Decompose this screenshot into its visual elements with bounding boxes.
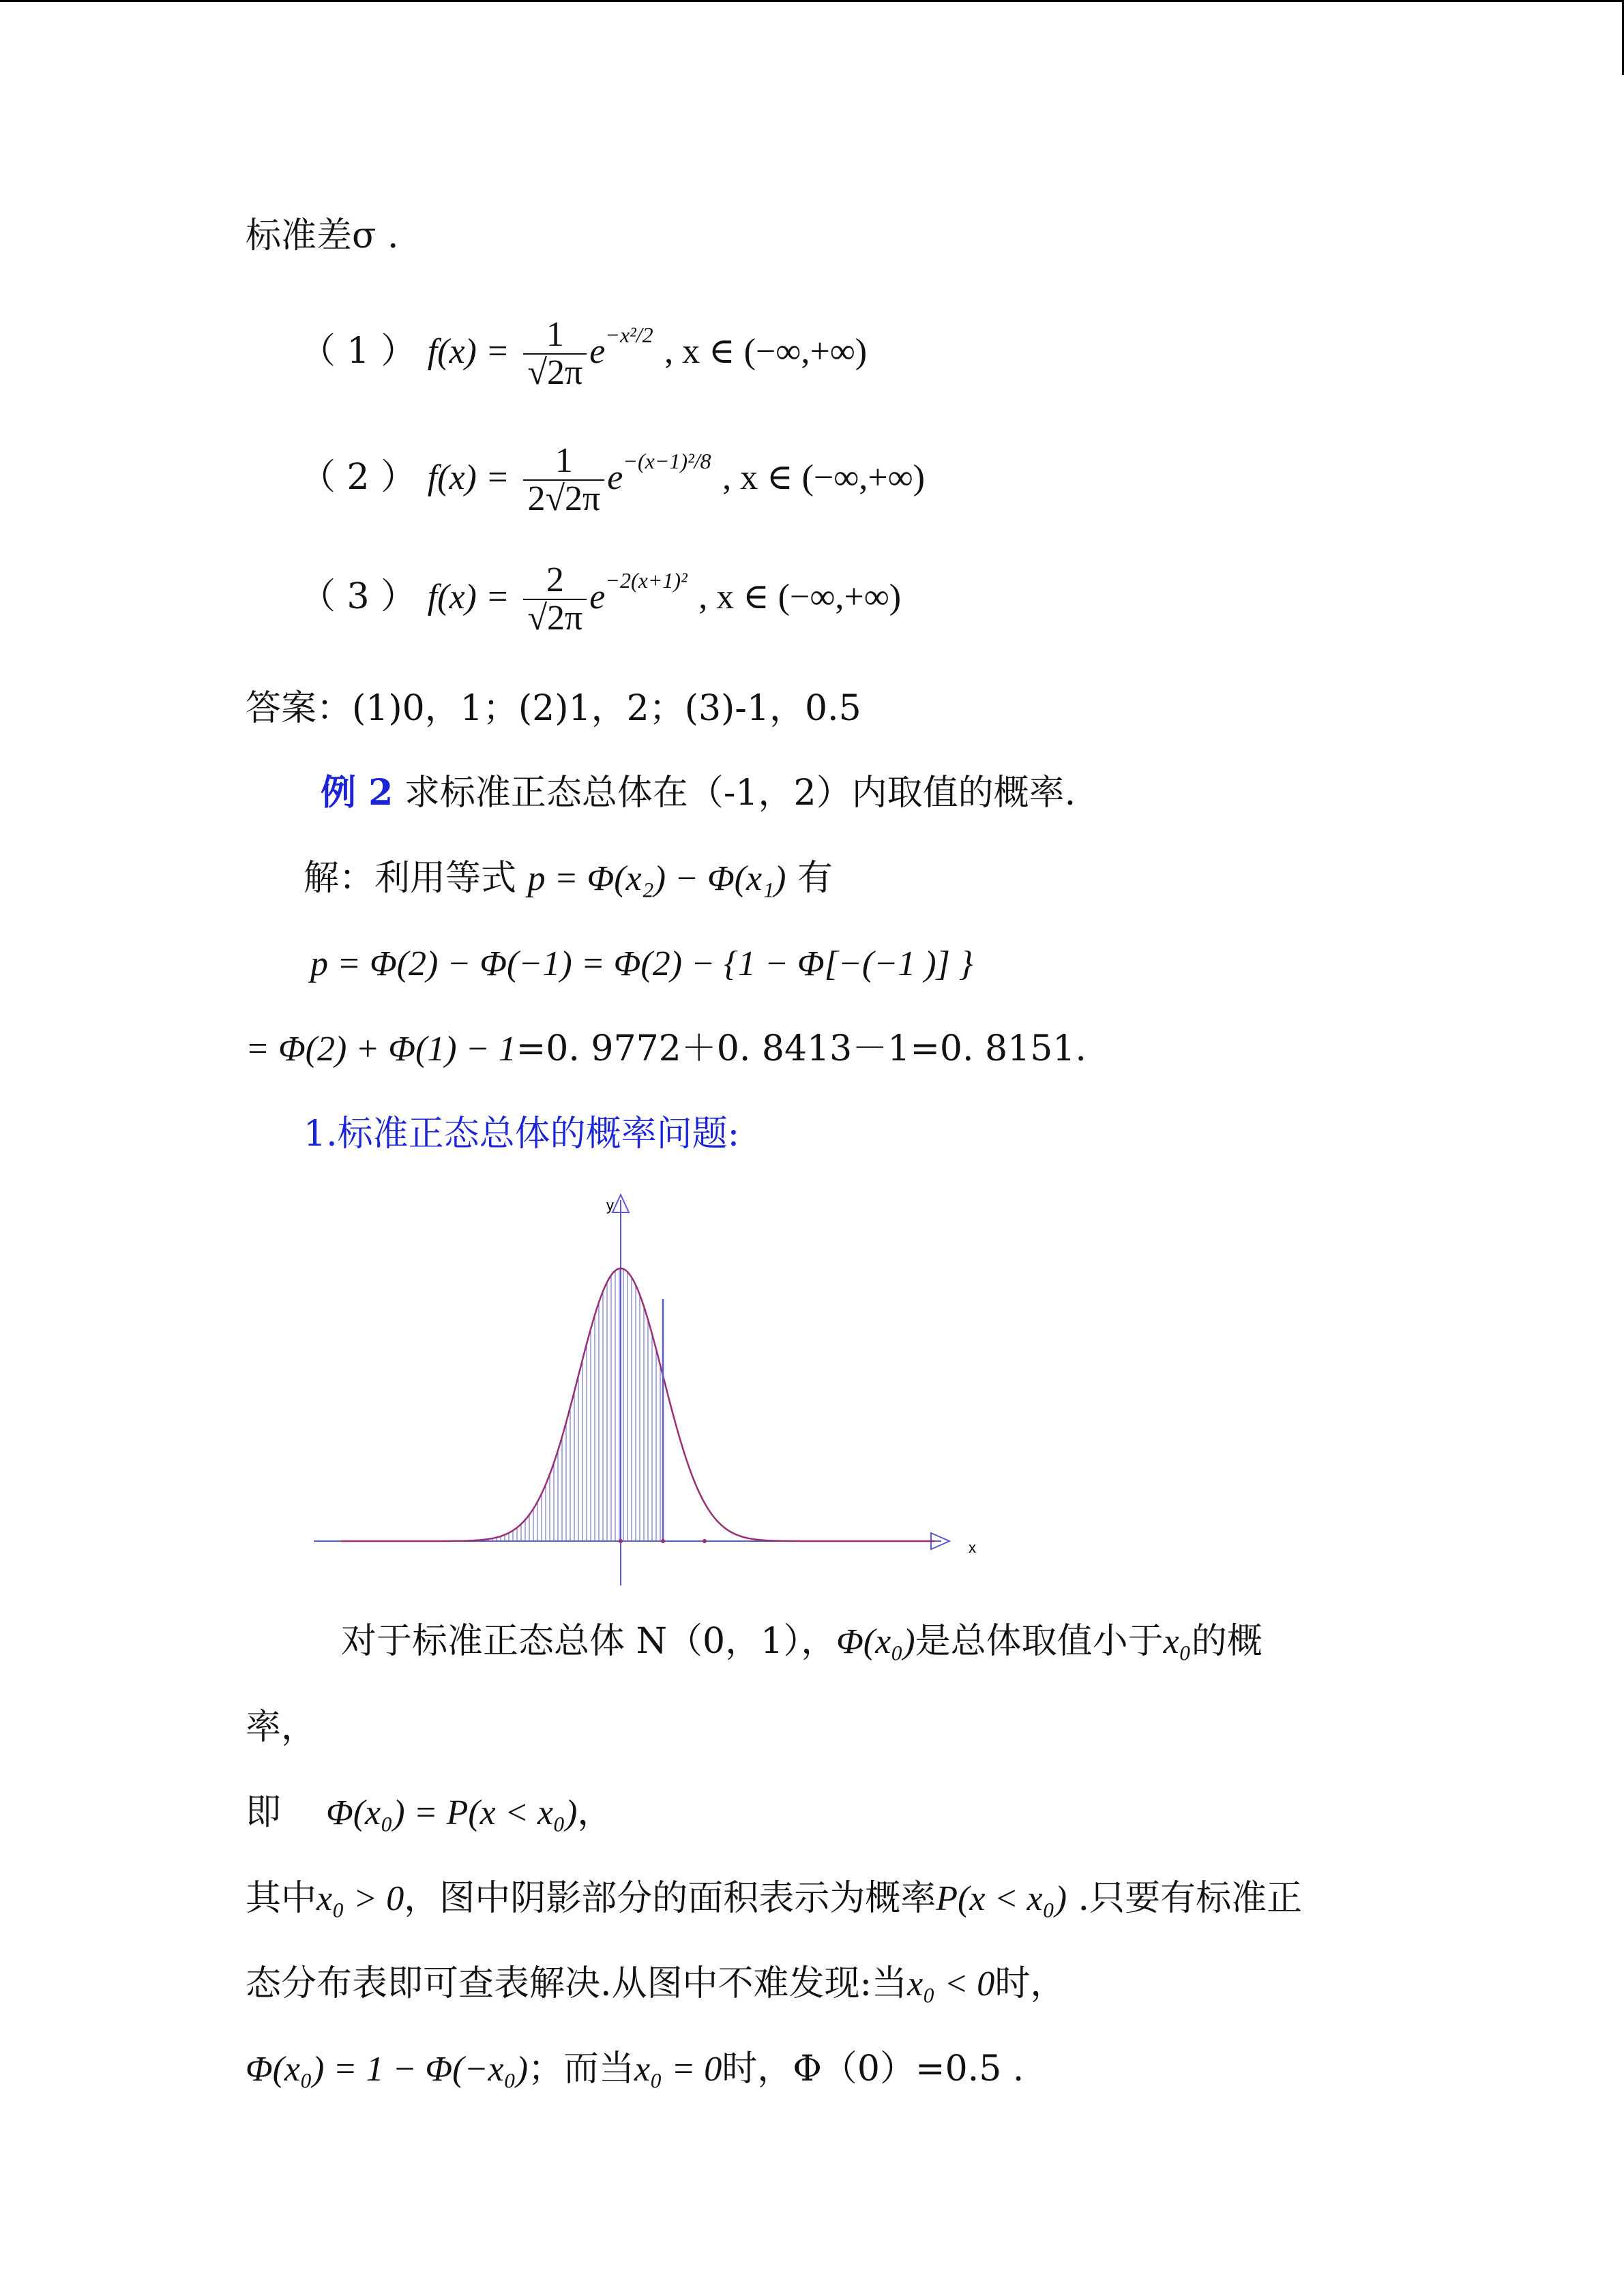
exercise-1-lhs: f(x) = — [427, 332, 510, 371]
exercise-1-label: （ 1 ） — [300, 331, 417, 372]
exercise-2-fraction — [523, 443, 604, 518]
paragraph-math: Φ(x₀) = P(x < x₀) — [326, 1793, 578, 1832]
paragraph-text: .只要有标准正 — [1067, 1878, 1303, 1919]
normal-curve — [341, 1268, 934, 1541]
paragraph-text: 时，Φ（0）=0.5 . — [722, 2048, 1024, 2089]
exercise-2 — [300, 436, 925, 518]
example-2-question: 求标准正态总体在（-1，2）内取值的概率. — [404, 773, 1076, 814]
paragraph-math: Φ(x₀) = 1 − Φ(−x₀) — [246, 2050, 529, 2089]
exercise-1-numerator: 1 — [523, 316, 587, 355]
paragraph-text: ；而当 — [528, 2048, 635, 2089]
paragraph-text: 即 — [246, 1792, 282, 1833]
solution-line — [304, 854, 833, 904]
paragraph-line-6 — [246, 2044, 1024, 2094]
paragraph-line-5 — [246, 1959, 1065, 2009]
exercise-3-lhs: f(x) = — [427, 578, 510, 616]
origin-point — [619, 1539, 623, 1543]
exercise-3-fraction — [523, 562, 587, 637]
paragraph-text: 的概 — [1191, 1621, 1263, 1662]
normal-distribution-figure — [300, 1187, 989, 1596]
solution-step-2 — [246, 1024, 1087, 1074]
exercise-1-denominator: √2π — [527, 353, 583, 392]
exercise-2-denominator: 2√2π — [527, 479, 601, 518]
exercise-1-fraction — [523, 316, 587, 391]
exercise-3-numerator: 2 — [523, 562, 587, 600]
axis-point — [703, 1539, 707, 1543]
paragraph-text: 是总体取值小于 — [915, 1621, 1164, 1662]
exercise-2-label: （ 2 ） — [300, 457, 417, 498]
example-2-label: 例 2 — [321, 772, 394, 814]
paragraph-text: 态分布表即可查表解决.从图中不难发现:当 — [246, 1963, 908, 2004]
paragraph-math: x₀ < 0 — [907, 1965, 995, 2003]
paragraph-text: ，图中阴影部分的面积表示为概率 — [404, 1878, 936, 1919]
page-top-border — [0, 0, 1624, 2]
paragraph-math: x₀ > 0 — [316, 1879, 404, 1918]
intro-line: 标准差σ . — [246, 215, 399, 256]
exercise-1 — [300, 310, 867, 391]
exercise-1-domain: , x ∈ (−∞,+∞) — [664, 332, 868, 371]
exercise-3-label: （ 3 ） — [300, 576, 417, 617]
paragraph-line-4 — [246, 1874, 1302, 1924]
solution-step-2-math: = Φ(2) + Φ(1) − 1 — [246, 1030, 516, 1069]
paragraph-line-1 — [341, 1617, 1263, 1667]
example-2-question-line — [321, 769, 1076, 818]
paragraph-math: x₀ = 0 — [634, 2050, 722, 2089]
paragraph-line-3 — [246, 1788, 612, 1838]
exercise-2-numerator: 1 — [523, 443, 604, 481]
solution-suffix: 有 — [797, 858, 833, 899]
paragraph-math: Φ(x₀) — [836, 1622, 915, 1661]
x0-point — [661, 1539, 665, 1543]
solution-prefix: 解：利用等式 — [304, 858, 517, 899]
paragraph-text: 对于标准正态总体 N（0，1）， — [341, 1621, 837, 1662]
exercise-2-base: e — [607, 458, 623, 497]
section-1-heading: 1.标准正态总体的概率问题: — [304, 1114, 740, 1154]
exercise-1-exponent: −x²/2 — [605, 323, 653, 347]
paragraph-text: 时， — [994, 1963, 1066, 2004]
exercise-1-base: e — [589, 332, 606, 371]
solution-step-1: p = Φ(2) − Φ(−1) = Φ(2) − {1 − Φ[−(−1 )] } — [310, 944, 973, 983]
shaded-area — [361, 1268, 660, 1541]
exercise-3 — [300, 556, 901, 637]
exercise-2-exponent: −(x−1)²/8 — [623, 449, 711, 473]
answer-line: 答案：(1)0，1；(2)1，2；(3)-1，0.5 — [246, 688, 861, 729]
y-axis-label: y — [606, 1197, 614, 1214]
paragraph-text: ， — [577, 1792, 613, 1833]
paragraph-math: x₀ — [1163, 1622, 1192, 1661]
solution-formula: p = Φ(x₂) − Φ(x₁) — [527, 859, 786, 898]
solution-step-2-value: =0. 9772＋0. 8413－1=0. 8151. — [516, 1028, 1087, 1069]
exercise-3-denominator: √2π — [527, 598, 583, 638]
exercise-3-exponent: −2(x+1)² — [605, 568, 688, 593]
paragraph-text: 其中 — [246, 1878, 317, 1919]
exercise-3-base: e — [589, 578, 606, 616]
paragraph-math: P(x < x₀) — [936, 1879, 1067, 1918]
paragraph-line-2: 率， — [246, 1707, 317, 1748]
exercise-2-lhs: f(x) = — [427, 458, 510, 497]
exercise-2-domain: , x ∈ (−∞,+∞) — [722, 458, 925, 497]
exercise-3-domain: , x ∈ (−∞,+∞) — [698, 578, 902, 616]
x-axis-label: x — [969, 1539, 976, 1556]
